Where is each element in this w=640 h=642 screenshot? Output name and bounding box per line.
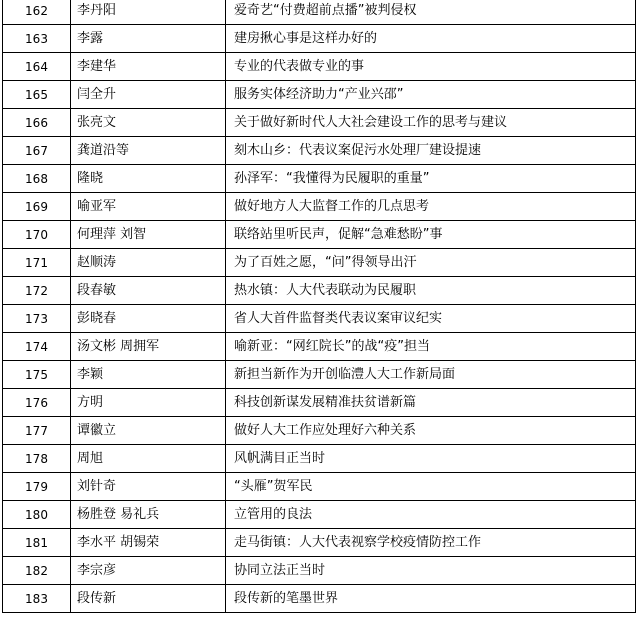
article-title-cell: 热水镇：人大代表联动为民履职 [226,277,636,305]
author-name-cell: 李水平 胡锡荣 [71,529,226,557]
author-name-cell: 李丹阳 [71,0,226,25]
table-row [3,165,636,193]
author-name-cell: 刘针奇 [71,473,226,501]
row-number-cell: 180 [3,501,71,529]
row-number-cell: 175 [3,361,71,389]
table-row [3,137,636,165]
author-name-cell: 周旭 [71,445,226,473]
row-number-cell: 170 [3,221,71,249]
table-row [3,277,636,305]
table-row [3,109,636,137]
article-title-cell: 建房揪心事是这样办好的 [226,25,636,53]
author-name-cell: 赵顺涛 [71,249,226,277]
author-name-cell: 隆晓 [71,165,226,193]
row-number-cell: 166 [3,109,71,137]
article-title-cell: 科技创新谋发展精准扶贫谱新篇 [226,389,636,417]
author-name-cell: 闫全升 [71,81,226,109]
row-number-cell: 168 [3,165,71,193]
table-row [3,361,636,389]
author-name-cell: 张亮文 [71,109,226,137]
article-title-cell: 走马街镇：人大代表视察学校疫情防控工作 [226,529,636,557]
table-row [3,473,636,501]
table-row [3,53,636,81]
author-name-cell: 段春敏 [71,277,226,305]
article-title-cell: 联络站里听民声，促解“急难愁盼”事 [226,221,636,249]
row-number-cell: 181 [3,529,71,557]
author-name-cell: 李颖 [71,361,226,389]
article-title-cell: “头雁”贺军民 [226,473,636,501]
article-title-cell: 段传新的笔墨世界 [226,585,636,613]
row-number-cell: 163 [3,25,71,53]
row-number-cell: 179 [3,473,71,501]
author-name-cell: 李宗彦 [71,557,226,585]
article-title-cell: 为了百姓之愿，“问”得领导出汗 [226,249,636,277]
author-name-cell: 何理萍 刘智 [71,221,226,249]
row-number-cell: 171 [3,249,71,277]
article-title-cell: 新担当新作为开创临澧人大工作新局面 [226,361,636,389]
author-name-cell: 方明 [71,389,226,417]
article-title-cell: 孙泽军：“我懂得为民履职的重量” [226,165,636,193]
row-number-cell: 177 [3,417,71,445]
author-name-cell: 谭徽立 [71,417,226,445]
article-table [2,0,636,613]
row-number-cell: 169 [3,193,71,221]
row-number-cell: 182 [3,557,71,585]
table-row [3,305,636,333]
table-row [3,221,636,249]
author-name-cell: 彭晓春 [71,305,226,333]
author-name-cell: 杨胜登 易礼兵 [71,501,226,529]
article-title-cell: 协同立法正当时 [226,557,636,585]
table-row [3,585,636,613]
author-name-cell: 段传新 [71,585,226,613]
table-row [3,529,636,557]
table-row [3,417,636,445]
author-name-cell: 李建华 [71,53,226,81]
article-title-cell: 立管用的良法 [226,501,636,529]
article-title-cell: 关于做好新时代人大社会建设工作的思考与建议 [226,109,636,137]
article-title-cell: 做好人大工作应处理好六种关系 [226,417,636,445]
article-title-cell: 刻木山乡：代表议案促污水处理厂建设提速 [226,137,636,165]
table-row [3,81,636,109]
author-name-cell: 龚道沿等 [71,137,226,165]
row-number-cell: 172 [3,277,71,305]
row-number-cell: 174 [3,333,71,361]
article-title-cell: 专业的代表做专业的事 [226,53,636,81]
author-name-cell: 汤文彬 周拥军 [71,333,226,361]
table-row [3,0,636,25]
row-number-cell: 176 [3,389,71,417]
table-row [3,445,636,473]
row-number-cell: 183 [3,585,71,613]
article-table-body [3,0,636,613]
row-number-cell: 165 [3,81,71,109]
row-number-cell: 178 [3,445,71,473]
table-row [3,25,636,53]
table-row [3,557,636,585]
article-title-cell: 爱奇艺“付费超前点播”被判侵权 [226,0,636,25]
author-name-cell: 喻亚军 [71,193,226,221]
row-number-cell: 162 [3,0,71,25]
table-row [3,389,636,417]
author-name-cell: 李露 [71,25,226,53]
article-title-cell: 省人大首件监督类代表议案审议纪实 [226,305,636,333]
table-row [3,333,636,361]
row-number-cell: 164 [3,53,71,81]
row-number-cell: 167 [3,137,71,165]
article-title-cell: 风帆满目正当时 [226,445,636,473]
table-row [3,249,636,277]
table-row [3,193,636,221]
row-number-cell: 173 [3,305,71,333]
article-title-cell: 服务实体经济助力“产业兴邵” [226,81,636,109]
article-title-cell: 喻新亚：“网红院长”的战“疫”担当 [226,333,636,361]
table-row [3,501,636,529]
article-title-cell: 做好地方人大监督工作的几点思考 [226,193,636,221]
